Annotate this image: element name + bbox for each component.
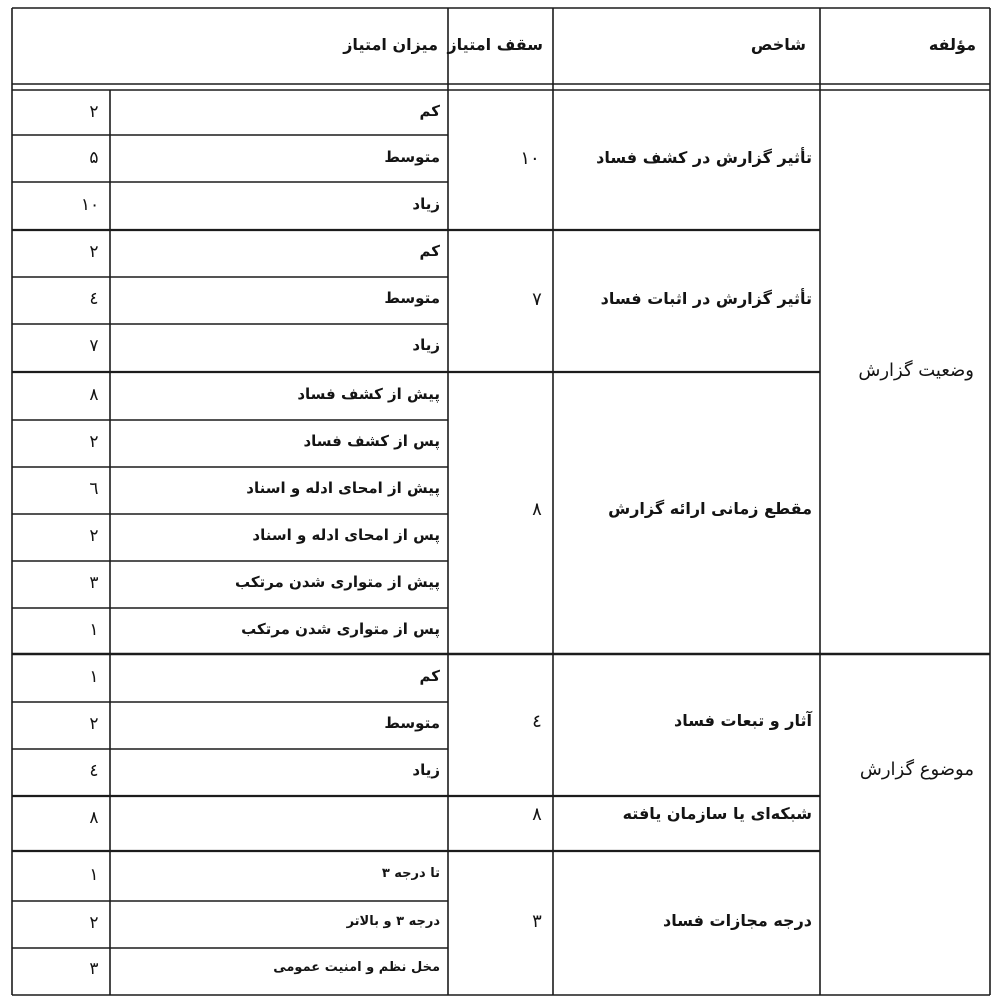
level-score: ٦ [89,479,99,499]
level-label: پیش از کشف فساد [297,385,440,403]
level-label: پس از امحای ادله و اسناد [252,526,440,544]
level-label: کم [419,102,440,120]
level-score: ٤ [89,289,99,309]
level-label: کم [419,667,440,685]
cap-value: ۸ [532,804,542,825]
component-report-status: وضعیت گزارش [858,360,974,381]
level-label: زیاد [412,336,440,354]
header-indicator: شاخص [750,35,806,54]
level-label: متوسط [384,714,440,732]
level-score: ۱۰ [80,195,100,215]
level-score: ۷ [89,336,99,356]
level-score: ۱ [89,865,99,885]
level-score: ۵ [89,148,99,168]
header-score-level: میزان امتیاز [343,35,438,54]
level-label: زیاد [412,195,440,213]
level-score: ۳ [89,959,99,979]
indicator-punishment-degree: درجه مجازات فساد [663,911,812,930]
level-label: مخل نظم و امنیت عمومی [273,960,440,975]
level-score: ۱ [89,667,99,687]
cap-value: ۷ [532,289,542,310]
header-cap: سقف امتیاز [447,35,543,54]
level-score: ۸ [89,385,99,405]
level-score: ۲ [89,432,99,452]
level-label: پس از کشف فساد [303,432,440,450]
level-label: متوسط [384,148,440,166]
level-score: ۲ [89,913,99,933]
level-label: تا درجه ۳ [381,866,440,881]
header-component: مؤلفه [928,35,976,54]
level-label: پیش از متواری شدن مرتکب [234,573,440,591]
indicator-detection-effect: تأثیر گزارش در کشف فساد [596,148,812,167]
indicator-networked-organized: شبکه‌ای یا سازمان یافته [622,804,812,823]
cap-value: ۳ [532,911,542,932]
level-score: ۱ [89,620,99,640]
level-score: ۲ [89,102,99,122]
level-score: ۲ [89,714,99,734]
indicator-proof-effect: تأثیر گزارش در اثبات فساد [600,289,812,308]
level-label: کم [419,242,440,260]
indicator-report-timing: مقطع زمانی ارائه گزارش [608,499,812,518]
level-label: زیاد [412,761,440,779]
level-score: ٤ [89,761,99,781]
level-score: ۸ [89,808,99,828]
level-label: پس از متواری شدن مرتکب [241,620,440,638]
component-report-subject: موضوع گزارش [859,759,974,780]
level-score: ۲ [89,242,99,262]
indicator-corruption-effects: آثار و تبعات فساد [674,711,812,730]
cap-value: ۸ [532,499,542,520]
level-score: ۳ [89,573,99,593]
level-label: درجه ۳ و بالاتر [346,914,440,929]
level-label: متوسط [384,289,440,307]
level-label: پیش از امحای ادله و اسناد [246,479,440,497]
cap-value: ۱۰ [520,148,540,169]
cap-value: ٤ [532,711,542,732]
level-score: ۲ [89,526,99,546]
